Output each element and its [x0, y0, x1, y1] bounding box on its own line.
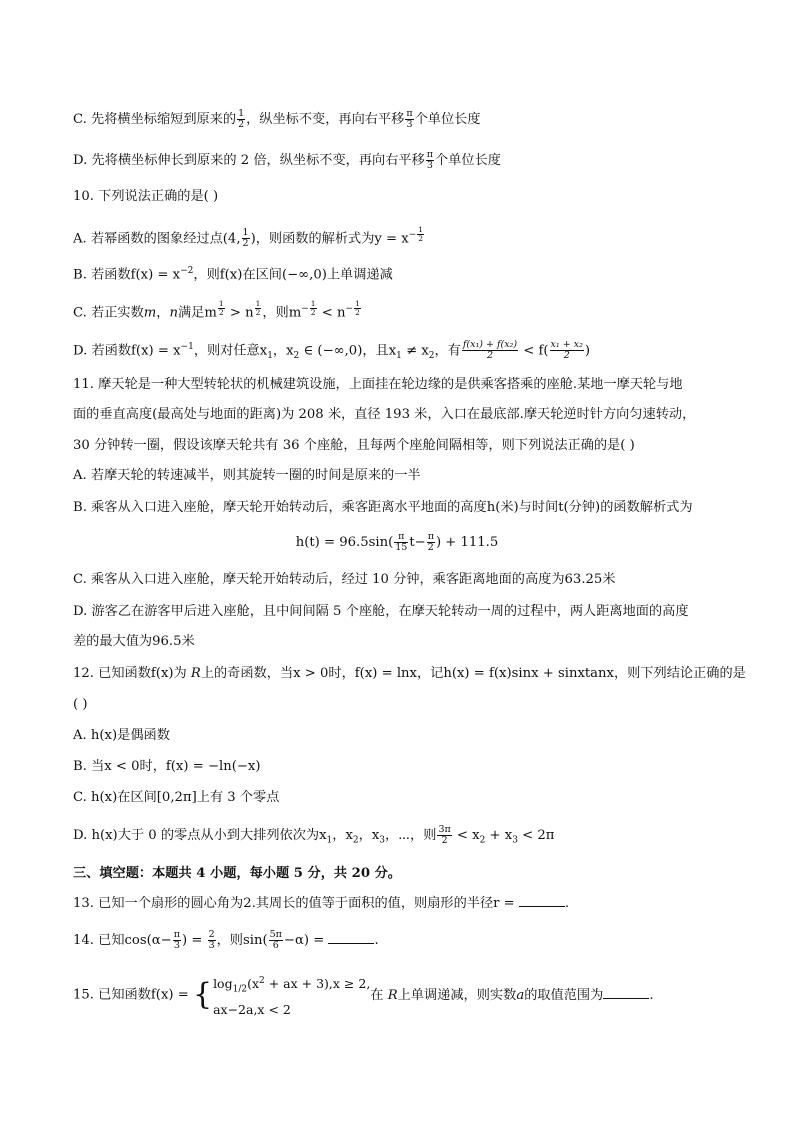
q12-stem-line2: ( )	[73, 697, 88, 712]
q10-stem: 10. 下列说法正确的是( )	[73, 189, 219, 204]
q12-stem-line1: 12. 已知函数f(x)为 R上的奇函数，当x > 0时，f(x) = lnx，记h(x) = f(x)sinx + sinxtanx，则下列结论正确的是	[73, 666, 746, 681]
q11-option-a: A. 若摩天轮的转速减半，则其旋转一圈的时间是原来的一半	[73, 468, 421, 483]
q10-option-d: D. 若函数$f(x) = x^{-1}$，则对任意$x_1$，$x_2$ ∈ (−∞,0)，且$x_1 \ne x_2$，有 $\frac{\text{f(x₁) + f(x₂)}}{2}$ < f( $\frac{\text{x₁ + x₂}}{2}$ )	[73, 339, 591, 362]
section-heading: 三、填空题：本题共 4 小题，每小题 5 分，共 20 分。	[73, 866, 401, 881]
q11-stem-line2: 面的垂直高度(最高处与地面的距离)为 208 米，直径 193 米，入口在最底部.摩天轮逆时针方向匀速转动，	[73, 407, 696, 422]
piecewise-brace: {	[192, 977, 213, 1013]
q12-option-d: D. h(x)大于 0 的零点从小到大排列依次为$x_1$，$x_2$，$x_3$，⋯，则 $\frac{3\pi}{2}$ < $x_2 + x_3 < 2\pi$	[73, 824, 555, 846]
q14-answer-blank[interactable]	[328, 931, 374, 944]
q11-option-d-line1: D. 游客乙在游客甲后进入座舱，且中间间隔 5 个座舱，在摩天轮转动一周的过程中，两人距离地面的高度	[73, 604, 689, 619]
q12-option-b: B. 当x < 0时，f(x) = −ln(−x)	[73, 759, 261, 774]
q9-option-d: D. 先将横坐标伸长到原来的 2 倍，纵坐标不变，再向右平移 $\frac{\pi}{3}$ 个单位长度	[73, 149, 501, 171]
q12-option-a: A. h(x)是偶函数	[73, 728, 170, 743]
q10-option-a: A. 若幂函数的图象经过点(4, $\frac{1}{2}$ )，则函数的解析式为$y = x^{- \frac{1}{2}}$	[73, 225, 424, 250]
q15: 15. 已知函数f(x) = { $\log_{1/2}(x^2$ + ax + 3),x ≥ 2, ax−2a,x < 2 在 R上单调递减，则实数a的取值范围为 .	[73, 972, 654, 1019]
q11-option-c: C. 乘客从入口进入座舱，摩天轮开始转动后，经过 10 分钟，乘客距离地面的高度为63.25米	[73, 572, 616, 587]
q11-option-d-line2: 差的最大值为96.5米	[73, 634, 195, 649]
q15-answer-blank[interactable]	[603, 986, 649, 999]
q13-answer-blank[interactable]	[519, 894, 565, 907]
q10-option-c: C. 若正实数m，n满足m $^{\frac{1}{2}}$ > n $^{\frac{1}{2}}$ ，则$m^{- \frac{1}{2}}$ < $n^{- \frac{1}{2}}$	[73, 299, 360, 321]
q14: 14. 已知cos(α− $\frac{\pi}{3}$ ) = $\frac{2}{3}$ ，则sin( $\frac{5\pi}{6}$ −α) = .	[73, 929, 379, 951]
q13: 13. 已知一个扇形的圆心角为2.其周长的值等于面积的值，则扇形的半径r = .	[73, 896, 570, 911]
q11-stem-line3: 30 分钟转一圈，假设该摩天轮共有 36 个座舱，且每两个座舱间隔相等，则下列说法正确的是( )	[73, 438, 635, 453]
q12-option-c: C. h(x)在区间[0,2π]上有 3 个零点	[73, 790, 280, 805]
q10-option-b: B. 若函数$f(x) = x^{-2}$，则f(x)在区间(−∞,0)上单调递减	[73, 266, 393, 283]
q11-option-b: B. 乘客从入口进入座舱，摩天轮开始转动后，乘客距离水平地面的高度h(米)与时间t(分钟)的函数解析式为	[73, 500, 693, 515]
q11-stem-line1: 11. 摩天轮是一种大型转轮状的机械建筑设施，上面挂在轮边缘的是供乘客搭乘的座舱.某地一摩天轮与地	[73, 377, 683, 392]
piecewise-cases: $\log_{1/2}(x^2$ + ax + 3),x ≥ 2, ax−2a,x < 2	[213, 976, 371, 1017]
q11-formula: h(t) = 96.5sin( $\frac{\pi}{15}$ t− $\frac{\pi}{2}$ ) + 111.5	[295, 531, 499, 553]
q9-option-c: C. 先将横坐标缩短到原来的 $\frac{1}{2}$ ，纵坐标不变，再向右平移 $\frac{\pi}{3}$ 个单位长度	[73, 108, 481, 130]
